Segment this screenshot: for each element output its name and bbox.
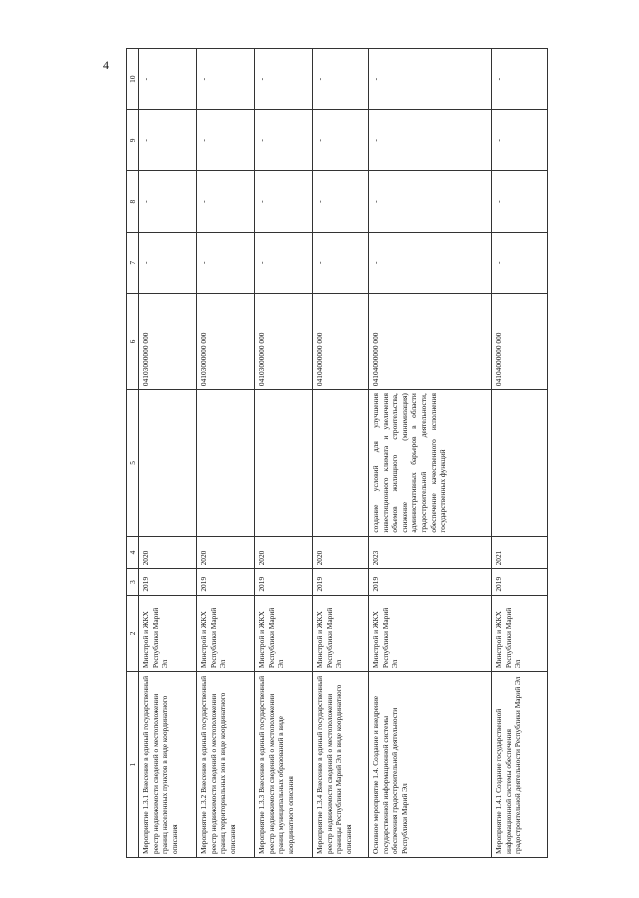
executor: Минстрой и ЖКХ Республики Марий Эл [492,595,548,672]
start-year: 2019 [313,569,369,595]
start-year: 2019 [369,569,492,595]
start-year: 2019 [255,569,313,595]
expected-result [197,390,255,536]
table-row [492,49,548,858]
column-header: 8 [127,171,139,232]
activity-name: Мероприятие 1.3.2 Внесение в единый государственный реестр недвижимости сведений о местоположении границ территориальных зон в виде координатного описания [197,672,255,858]
value-col9: - [492,110,548,171]
expected-result [313,390,369,536]
value-col7: - [313,232,369,293]
table-row [139,49,197,858]
expected-result: создание условий для улучшения инвестиционного климата и увеличения объемов жилищного строительства, снижение (минимизация) административных барьеров в области градостроительной деятельности, обеспечение качественного исполнения государственных функций [369,390,492,536]
end-year: 2021 [492,536,548,569]
activity-name: Мероприятие 1.4.1 Создание государственной информационной системы обеспечения градостроительной деятельности Республики Марий Эл [492,672,548,858]
value-col10: - [313,49,369,110]
value-col9: - [139,110,197,171]
budget-code: 04103000000 000 [139,293,197,389]
end-year: 2023 [369,536,492,569]
column-header: 5 [127,390,139,536]
end-year: 2020 [139,536,197,569]
start-year: 2019 [197,569,255,595]
value-col8: - [369,171,492,232]
header-row [127,49,139,858]
value-col8: - [313,171,369,232]
value-col8: - [197,171,255,232]
budget-code: 04104000000 000 [492,293,548,389]
column-header: 6 [127,293,139,389]
expected-result [139,390,197,536]
value-col10: - [492,49,548,110]
start-year: 2019 [139,569,197,595]
budget-code: 04103000000 000 [197,293,255,389]
budget-code: 04103000000 000 [255,293,313,389]
value-col10: - [139,49,197,110]
table-row [369,49,492,858]
end-year: 2020 [197,536,255,569]
rotated-table-container [126,48,523,858]
expected-result [255,390,313,536]
value-col10: - [255,49,313,110]
column-header: 7 [127,232,139,293]
executor: Минстрой и ЖКХ Республики Марий Эл [255,595,313,672]
value-col7: - [197,232,255,293]
value-col7: - [369,232,492,293]
budget-code: 04104000000 000 [313,293,369,389]
activity-name: Мероприятие 1.3.3 Внесение в единый государственный реестр недвижимости сведений о местоположении границ муниципальных образований в виде координатного описания [255,672,313,858]
expected-result [492,390,548,536]
column-header: 1 [127,672,139,858]
value-col10: - [197,49,255,110]
executor: Минстрой и ЖКХ Республики Марий Эл [369,595,492,672]
column-header: 2 [127,595,139,672]
activity-name: Мероприятие 1.3.1 Внесение в единый государственный реестр недвижимости сведений о местоположении границ населенных пунктов в виде координатного описания [139,672,197,858]
column-header: 4 [127,536,139,569]
column-header: 10 [127,49,139,110]
activity-name: Основное мероприятие 1.4. Создание и внедрение государственной информационной системы обеспечения градостроительной деятельности Республики Марий Эл [369,672,492,858]
table-row [197,49,255,858]
column-header: 3 [127,569,139,595]
value-col9: - [255,110,313,171]
value-col9: - [369,110,492,171]
table-row [255,49,313,858]
value-col9: - [313,110,369,171]
end-year: 2020 [313,536,369,569]
value-col7: - [139,232,197,293]
value-col9: - [197,110,255,171]
budget-code: 04104000000 000 [369,293,492,389]
start-year: 2019 [492,569,548,595]
value-col8: - [492,171,548,232]
value-col8: - [255,171,313,232]
activity-name: Мероприятие 1.3.4 Внесение в единый государственный реестр недвижимости сведений о местоположении границы Республики Марий Эл в виде координатного описания [313,672,369,858]
table-row [313,49,369,858]
value-col7: - [255,232,313,293]
value-col8: - [139,171,197,232]
column-header: 9 [127,110,139,171]
value-col10: - [369,49,492,110]
program-table [126,48,548,858]
executor: Минстрой и ЖКХ Республики Марий Эл [197,595,255,672]
executor: Минстрой и ЖКХ Республики Марий Эл [139,595,197,672]
executor: Минстрой и ЖКХ Республики Марий Эл [313,595,369,672]
page-number: 4 [103,58,109,72]
end-year: 2020 [255,536,313,569]
value-col7: - [492,232,548,293]
